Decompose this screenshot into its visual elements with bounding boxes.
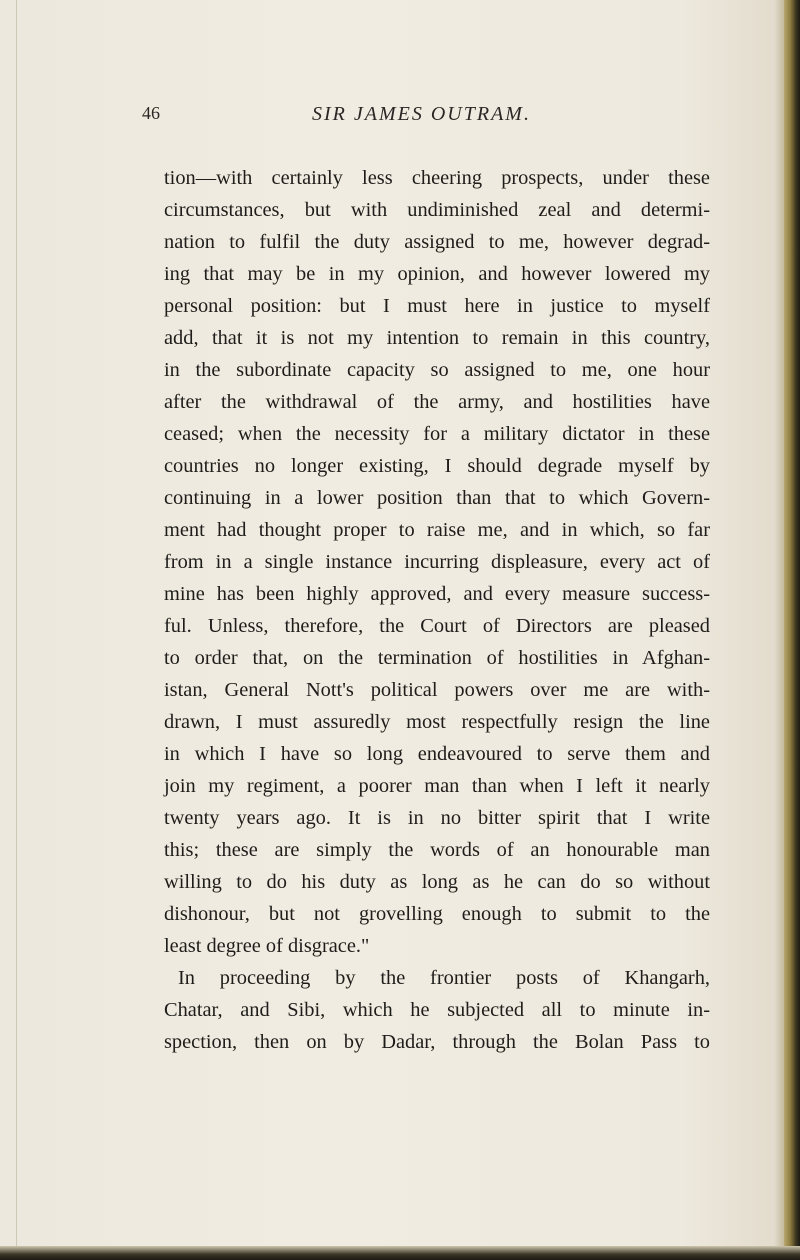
text-line: circumstances, but with undiminished zeal and determi- [164,199,710,221]
text-line: ceased; when the necessity for a military dictator in these [164,423,710,445]
text-line: drawn, I must assuredly most respectfully resign the line [164,711,710,733]
text-line: join my regiment, a poorer man than when I left it nearly [164,775,710,797]
text-line: add, that it is not my intention to remain in this country, [164,327,710,349]
text-line: in which I have so long endeavoured to serve them and [164,743,710,765]
text-line: mine has been highly approved, and every measure success- [164,583,710,605]
page-gutter-line [16,0,17,1260]
text-line: continuing in a lower position than that to which Govern- [164,487,710,509]
body-text [164,162,710,1058]
text-line: least degree of disgrace." [164,935,370,957]
page-header [142,103,702,131]
text-line: from in a single instance incurring displeasure, every act of [164,551,710,573]
text-line: in the subordinate capacity so assigned to me, one hour [164,359,710,381]
text-line: tion—with certainly less cheering prospects, under these [164,167,710,189]
text-line: ment had thought proper to raise me, and in which, so far [164,519,710,541]
text-line: to order that, on the termination of hostilities in Afghan- [164,647,710,669]
running-title: SIR JAMES OUTRAM. [312,103,531,125]
book-binding-edge [784,0,800,1260]
text-line: countries no longer existing, I should degrade myself by [164,455,710,477]
page-number: 46 [142,103,160,123]
page-bottom-edge [0,1246,800,1260]
text-line: istan, General Nott's political powers over me are with- [164,679,710,701]
text-line: In proceeding by the frontier posts of Khangarh, [178,967,710,989]
text-line: dishonour, but not grovelling enough to submit to the [164,903,710,925]
text-line: ing that may be in my opinion, and however lowered my [164,263,710,285]
text-line: after the withdrawal of the army, and hostilities have [164,391,710,413]
text-line: willing to do his duty as long as he can do so without [164,871,710,893]
text-line: nation to fulfil the duty assigned to me, however degrad- [164,231,710,253]
page-edge-shadow [774,0,784,1260]
text-line: personal position: but I must here in justice to myself [164,295,710,317]
text-line: this; these are simply the words of an honourable man [164,839,710,861]
text-line: spection, then on by Dadar, through the Bolan Pass to [164,1031,710,1053]
text-line: Chatar, and Sibi, which he subjected all to minute in- [164,999,710,1021]
text-line: twenty years ago. It is in no bitter spirit that I write [164,807,710,829]
text-line: ful. Unless, therefore, the Court of Directors are pleased [164,615,710,637]
